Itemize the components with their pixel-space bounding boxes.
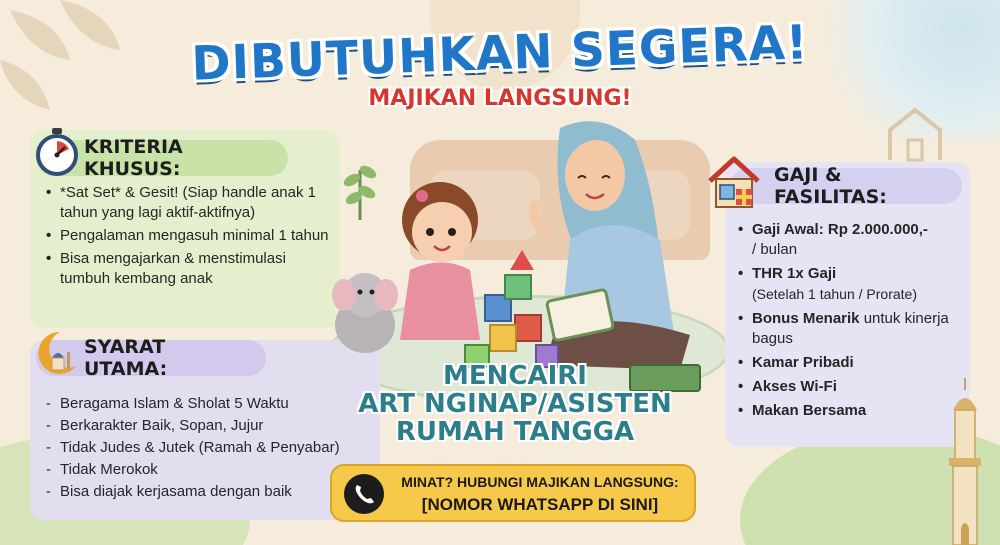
poster-subtitle: MAJIKAN LANGSUNG! [368,86,632,111]
list-item: • Pengalaman mengasuh minimal 1 tahun [46,226,338,246]
gaji-item-1-bold: Gaji Awal: Rp 2.000.000,- [752,221,928,238]
whatsapp-number-placeholder: [NOMOR WHATSAPP DI SINI] [421,495,659,514]
stopwatch-icon [34,127,80,177]
gaji-list [738,220,968,425]
list-item: • *Sat Set* & Gesit! (Siap handle anak 1 tahun yang lagi aktif-aktifnya) [46,183,338,223]
gaji-item-2-bold: THR 1x Gaji [752,265,837,282]
minaret-decoration [935,378,995,545]
contact-prompt: MINAT? HUBUNGI MAJIKAN LANGSUNG: [401,474,679,490]
gaji-heading [730,164,962,208]
gaji-item-3-bold: Bonus Menarik [752,310,860,327]
phone-icon [344,474,384,514]
kriteria-heading-text: KRITERIA KHUSUS: [84,136,183,180]
poster-title: DIBUTUHKAN SEGERA! [190,15,810,92]
center-heading [345,362,685,446]
toddler-figure [400,182,480,340]
list-item: • Bisa mengajarkan & menstimulasi tumbuh kembang anak [46,249,338,289]
list-item [738,309,968,349]
elephant-toy [332,273,398,353]
toy-blocks [465,250,558,367]
center-heading-line-3: RUMAH TANGGA [395,417,635,447]
gaji-item-3-rest: untuk kinerja bagus [752,310,949,347]
syarat-heading-text: SYARAT UTAMA: [84,336,168,380]
list-item [738,264,968,305]
list-item: • Makan Bersama [738,401,968,421]
syarat-list [46,393,376,503]
phone-button[interactable] [344,474,384,514]
woman-figure [534,121,690,370]
gaji-item-2-rest: (Setelah 1 tahun / Prorate) [752,286,917,302]
center-heading-line-1: MENCAIRI [443,361,587,391]
leaf-decoration [0,0,150,120]
list-item [738,220,968,260]
center-heading-line-2: ART NGINAP/ASISTEN [358,389,672,419]
contact-banner[interactable] [330,464,696,522]
house-outline-decoration [880,105,950,165]
list-item: • Akses Wi-Fi [738,377,968,397]
list-item: • Kamar Pribadi [738,353,968,373]
list-item: - Tidak Merokok [46,459,376,480]
list-item: - Beragama Islam & Sholat 5 Waktu [46,393,376,414]
list-item: - Berkarakter Baik, Sopan, Jujur [46,415,376,436]
kriteria-list [46,183,338,292]
mother-child-illustration [330,110,730,400]
crescent-mosque-icon [30,328,80,378]
gaji-item-1-rest: / bulan [752,241,798,258]
list-item: - Tidak Judes & Jutek (Ramah & Penyabar) [46,437,376,458]
list-item: - Bisa diajak kerjasama dengan baik [46,481,376,502]
gaji-heading-text: GAJI & FASILITAS: [774,164,887,208]
